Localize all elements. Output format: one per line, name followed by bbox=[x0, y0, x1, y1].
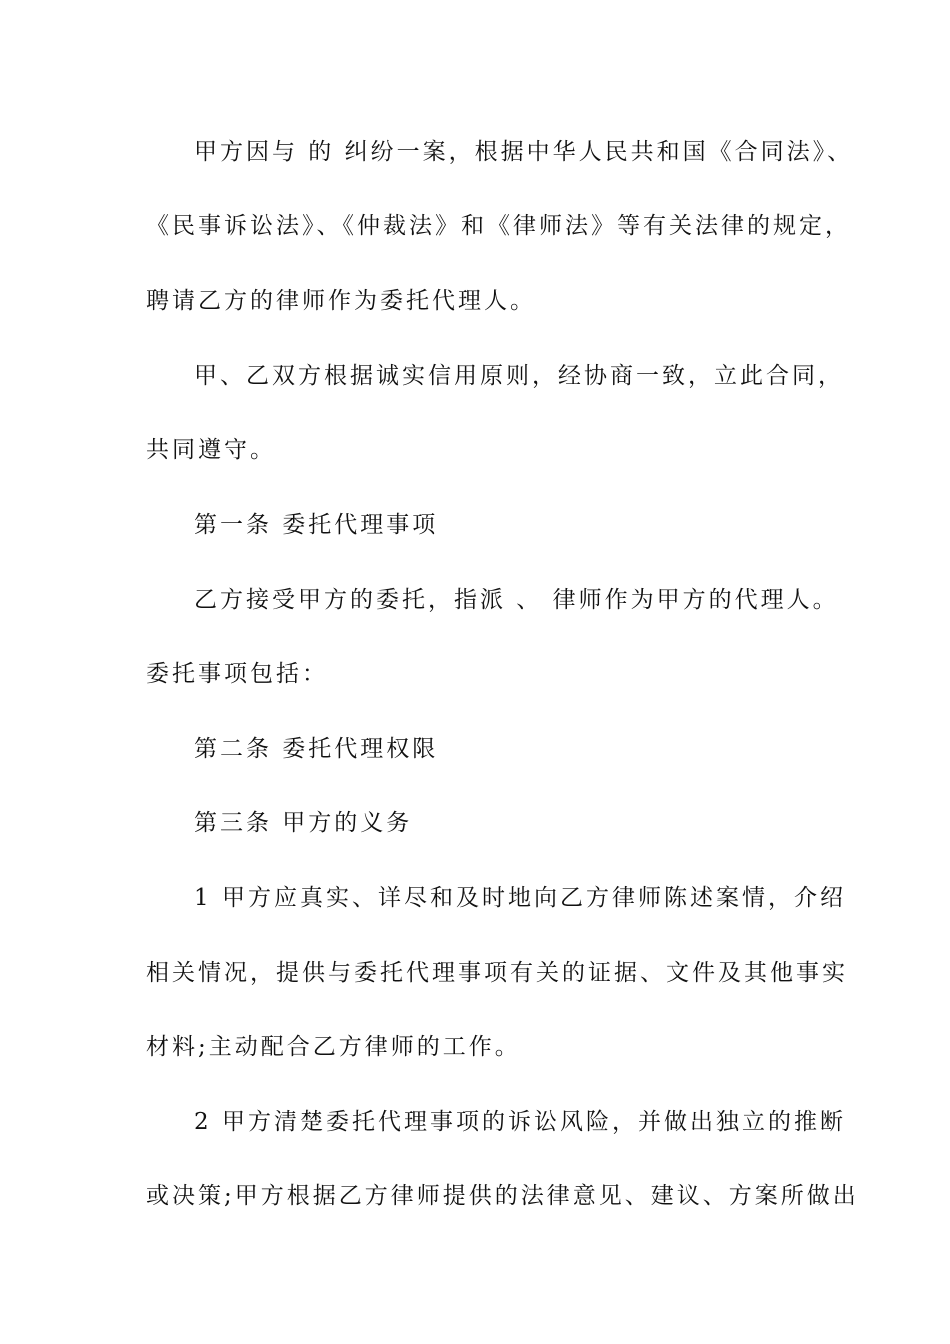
paragraph-line: 委托事项包括： bbox=[146, 661, 328, 687]
section-heading: 第一条 委托代理事项 bbox=[194, 512, 439, 538]
paragraph-line: 1 甲方应真实、详尽和及时地向乙方律师陈述案情，介绍 bbox=[194, 885, 846, 911]
paragraph-line: 材料;主动配合乙方律师的工作。 bbox=[146, 1034, 521, 1060]
section-heading: 第二条 委托代理权限 bbox=[194, 736, 439, 762]
paragraph-line: 甲方因与 的 纠纷一案，根据中华人民共和国《合同法》、 bbox=[194, 139, 854, 165]
paragraph-line: 或决策;甲方根据乙方律师提供的法律意见、建议、方案所做出 bbox=[146, 1183, 859, 1209]
paragraph-line: 乙方接受甲方的委托，指派 、 律师作为甲方的代理人。 bbox=[194, 587, 839, 613]
paragraph-line: 相关情况，提供与委托代理事项有关的证据、文件及其他事实 bbox=[146, 960, 848, 986]
paragraph-line: 2 甲方清楚委托代理事项的诉讼风险，并做出独立的推断 bbox=[194, 1109, 846, 1135]
section-heading: 第三条 甲方的义务 bbox=[194, 810, 413, 836]
paragraph-line: 《民事诉讼法》、《仲裁法》和《律师法》等有关法律的规定， bbox=[146, 213, 851, 239]
paragraph-line: 甲、乙双方根据诚实信用原则，经协商一致，立此合同， bbox=[194, 363, 844, 389]
paragraph-line: 共同遵守。 bbox=[146, 437, 276, 463]
paragraph-line: 聘请乙方的律师作为委托代理人。 bbox=[146, 288, 536, 314]
